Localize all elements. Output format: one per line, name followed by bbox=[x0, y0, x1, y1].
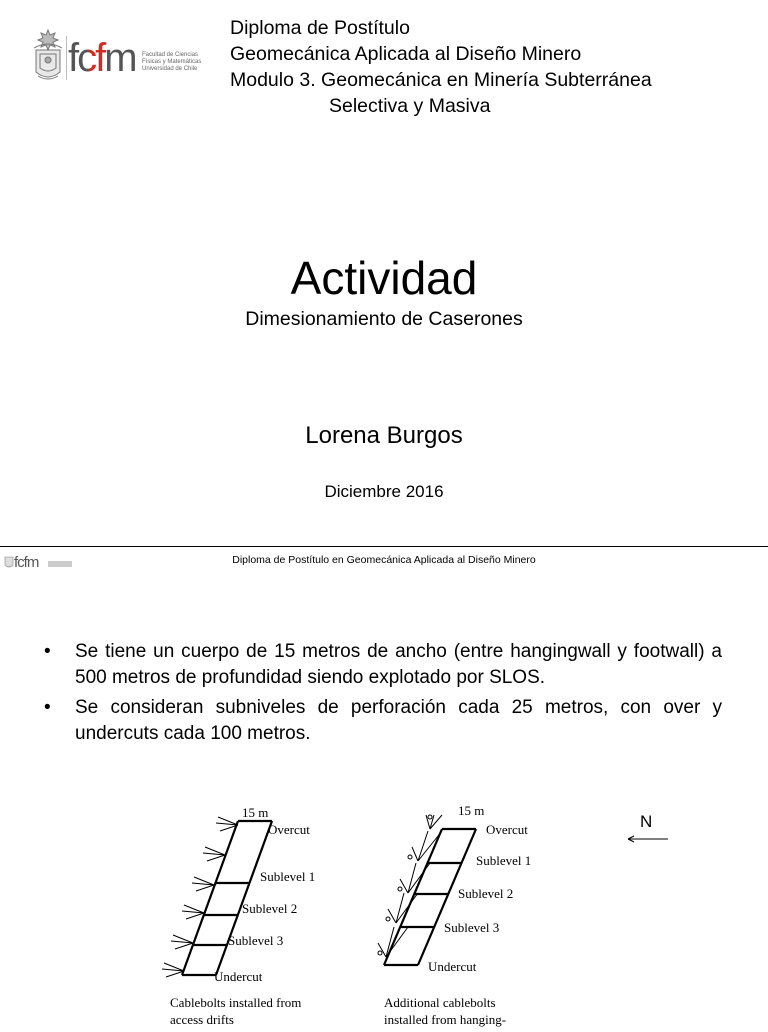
logo-wordmark: fcfm bbox=[68, 36, 136, 80]
header-line-2: Geomecánica Aplicada al Diseño Minero bbox=[230, 43, 582, 65]
level-label-sublevel-3: Sublevel 3 bbox=[228, 933, 284, 948]
level-label-overcut: Overcut bbox=[268, 822, 310, 837]
level-label-overcut: Overcut bbox=[486, 822, 528, 837]
level-label-undercut: Undercut bbox=[214, 969, 263, 984]
north-arrow-icon bbox=[620, 812, 672, 848]
width-label: 15 m bbox=[458, 803, 485, 818]
header-line-3: Modulo 3. Geomecánica en Minería Subterránea bbox=[230, 69, 652, 91]
bullet-list bbox=[44, 639, 722, 751]
content-slide bbox=[0, 547, 768, 1027]
header-line-4: Selectiva y Masiva bbox=[329, 95, 491, 117]
figure-caption-line-1: Cablebolts installed from bbox=[170, 995, 302, 1010]
bullet-item: • Se tiene un cuerpo de 15 metros de ancho (entre hangingwall y footwall) a 500 metros de profundidad siendo explotado por SLOS. bbox=[44, 641, 722, 688]
presentation-date: Diciembre 2016 bbox=[324, 482, 444, 501]
content-slide-header: Diploma de Postítulo en Geomecánica Aplicada al Diseño Minero bbox=[232, 554, 536, 566]
level-label-sublevel-1: Sublevel 1 bbox=[476, 853, 532, 868]
figure-caption-line-1: Additional cablebolts bbox=[384, 995, 496, 1010]
level-label-sublevel-3: Sublevel 3 bbox=[444, 920, 500, 935]
width-label: 15 m bbox=[242, 805, 269, 820]
north-indicator bbox=[620, 812, 672, 848]
small-logo-wordmark: fcfm bbox=[14, 554, 39, 571]
level-label-sublevel-2: Sublevel 2 bbox=[242, 901, 298, 916]
slide-title: Actividad bbox=[290, 252, 478, 304]
course-header bbox=[230, 15, 652, 119]
fcfm-logo bbox=[30, 26, 220, 90]
level-label-undercut: Undercut bbox=[428, 959, 477, 974]
figure-cablebolts-access-drifts bbox=[160, 805, 340, 1027]
north-label: N bbox=[640, 812, 653, 831]
level-label-sublevel-1: Sublevel 1 bbox=[260, 869, 316, 884]
bullet-item: • Se consideran subniveles de perforación cada 25 metros, con over y undercuts cada 100 metros. bbox=[44, 697, 722, 744]
author-name: Lorena Burgos bbox=[305, 422, 463, 449]
figure-caption-line-2: access drifts bbox=[170, 1012, 234, 1027]
header-line-1: Diploma de Postítulo bbox=[230, 17, 410, 39]
figure-caption-line-2: installed from hanging- bbox=[384, 1012, 507, 1027]
level-label-sublevel-2: Sublevel 2 bbox=[458, 886, 514, 901]
figure-cablebolts-hangingwall bbox=[372, 797, 550, 1027]
logo-text: Facultad de Ciencias Físicas y Matemáticas Universidad de Chile bbox=[142, 52, 202, 72]
slide-subtitle: Dimesionamiento de Caserones bbox=[245, 308, 523, 330]
